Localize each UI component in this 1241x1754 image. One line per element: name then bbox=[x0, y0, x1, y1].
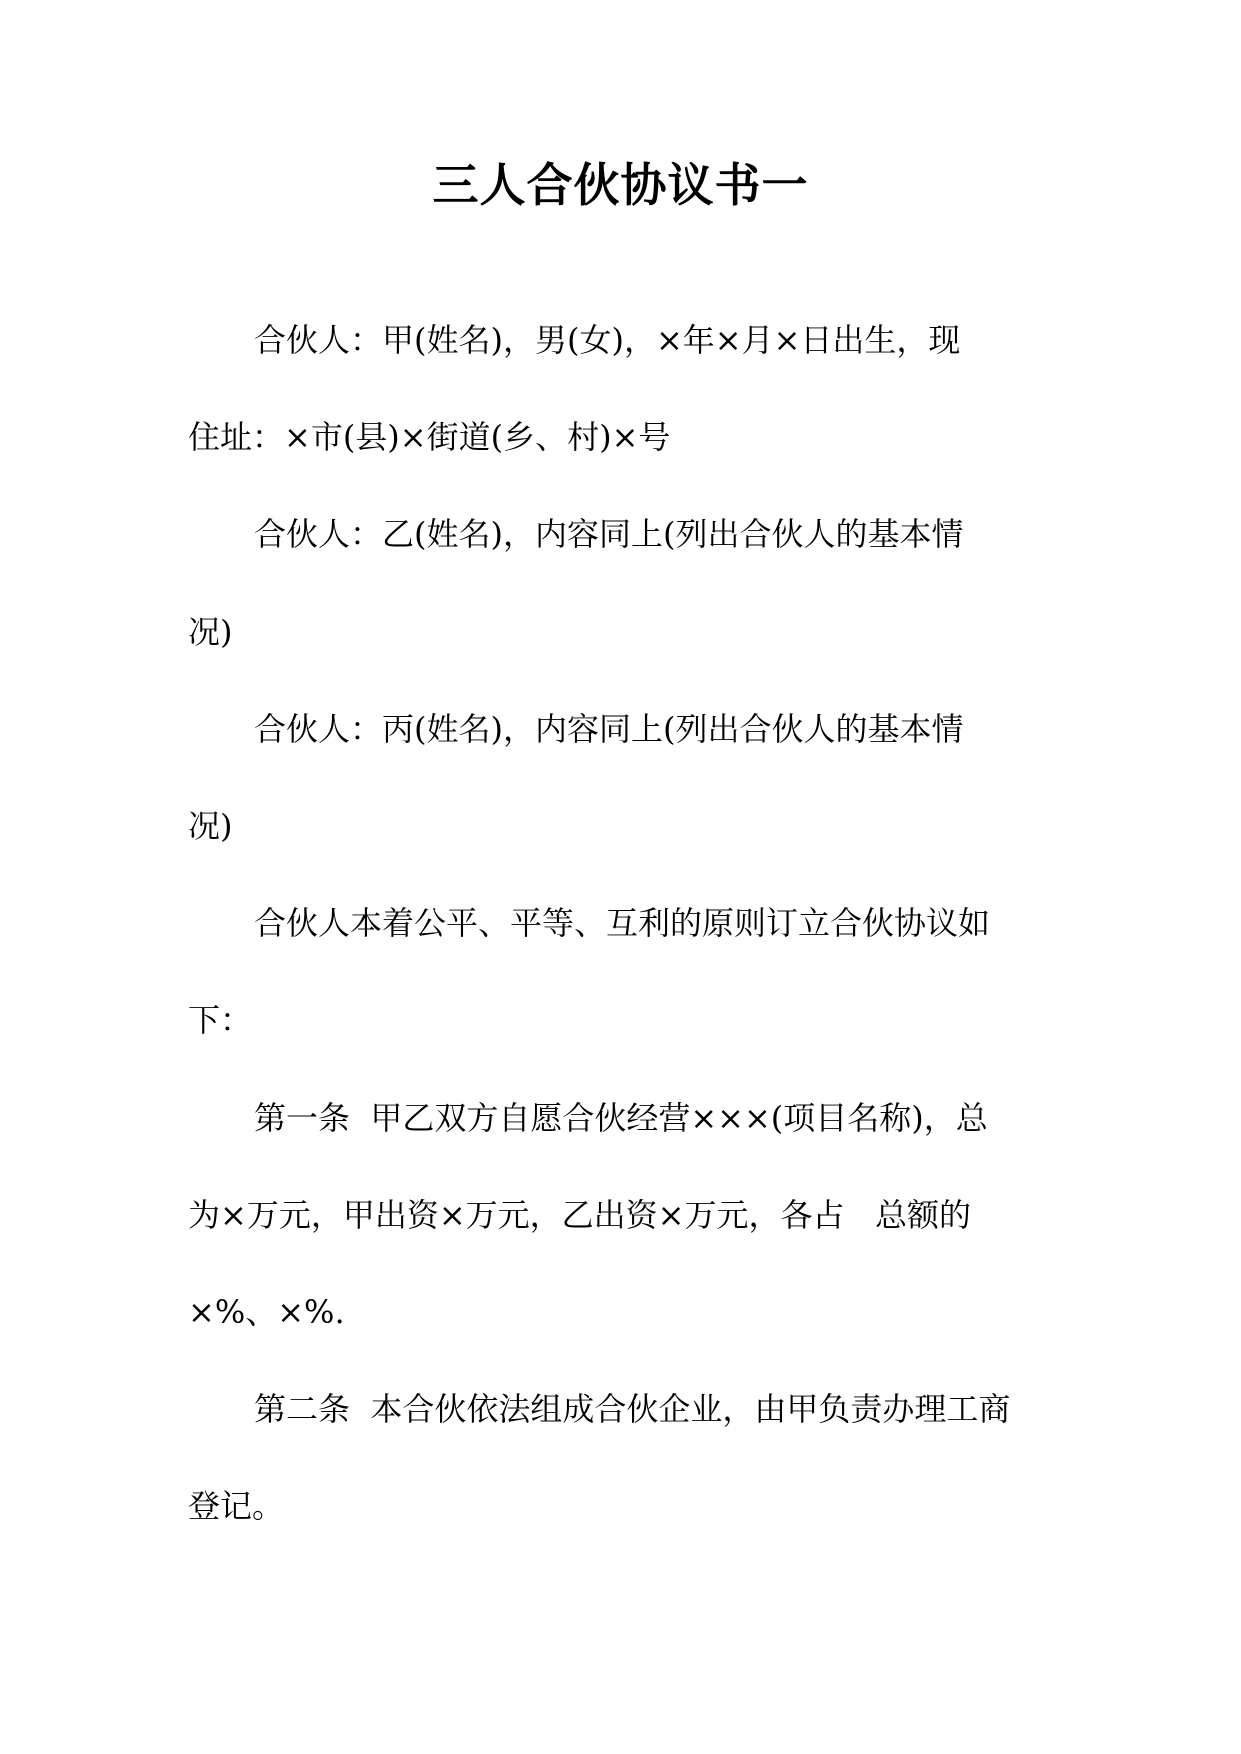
text-line: 合伙人本着公平、平等、互利的原则订立合伙协议如 bbox=[254, 904, 991, 943]
document-title: 三人合伙协议书一 bbox=[432, 158, 809, 212]
text-line: 况) bbox=[188, 612, 233, 651]
text-line: 况) bbox=[188, 807, 233, 846]
text-line: 合伙人：甲(姓名)，男(女)，×年×月×日出生，现 bbox=[254, 321, 961, 359]
text-line: ×%、×%. bbox=[188, 1293, 345, 1332]
text-line: 合伙人：乙(姓名)，内容同上(列出合伙人的基本情 bbox=[254, 515, 964, 554]
text-line: 住址：×市(县)×街道(乡、村)×号 bbox=[188, 418, 671, 457]
document-body bbox=[188, 292, 1058, 1556]
text-line: 合伙人：丙(姓名)，内容同上(列出合伙人的基本情 bbox=[254, 709, 964, 748]
text-line: 为×万元，甲出资×万元，乙出资×万元，各占 总额的 bbox=[188, 1195, 971, 1234]
text-line: 下： bbox=[188, 1001, 253, 1040]
text-line: 登记。 bbox=[188, 1487, 285, 1526]
text-line: 第一条 甲乙双方自愿合伙经营×××(项目名称)，总 bbox=[254, 1098, 988, 1137]
text-line: 第二条 本合伙依法组成合伙企业，由甲负责办理工商 bbox=[254, 1390, 1011, 1429]
